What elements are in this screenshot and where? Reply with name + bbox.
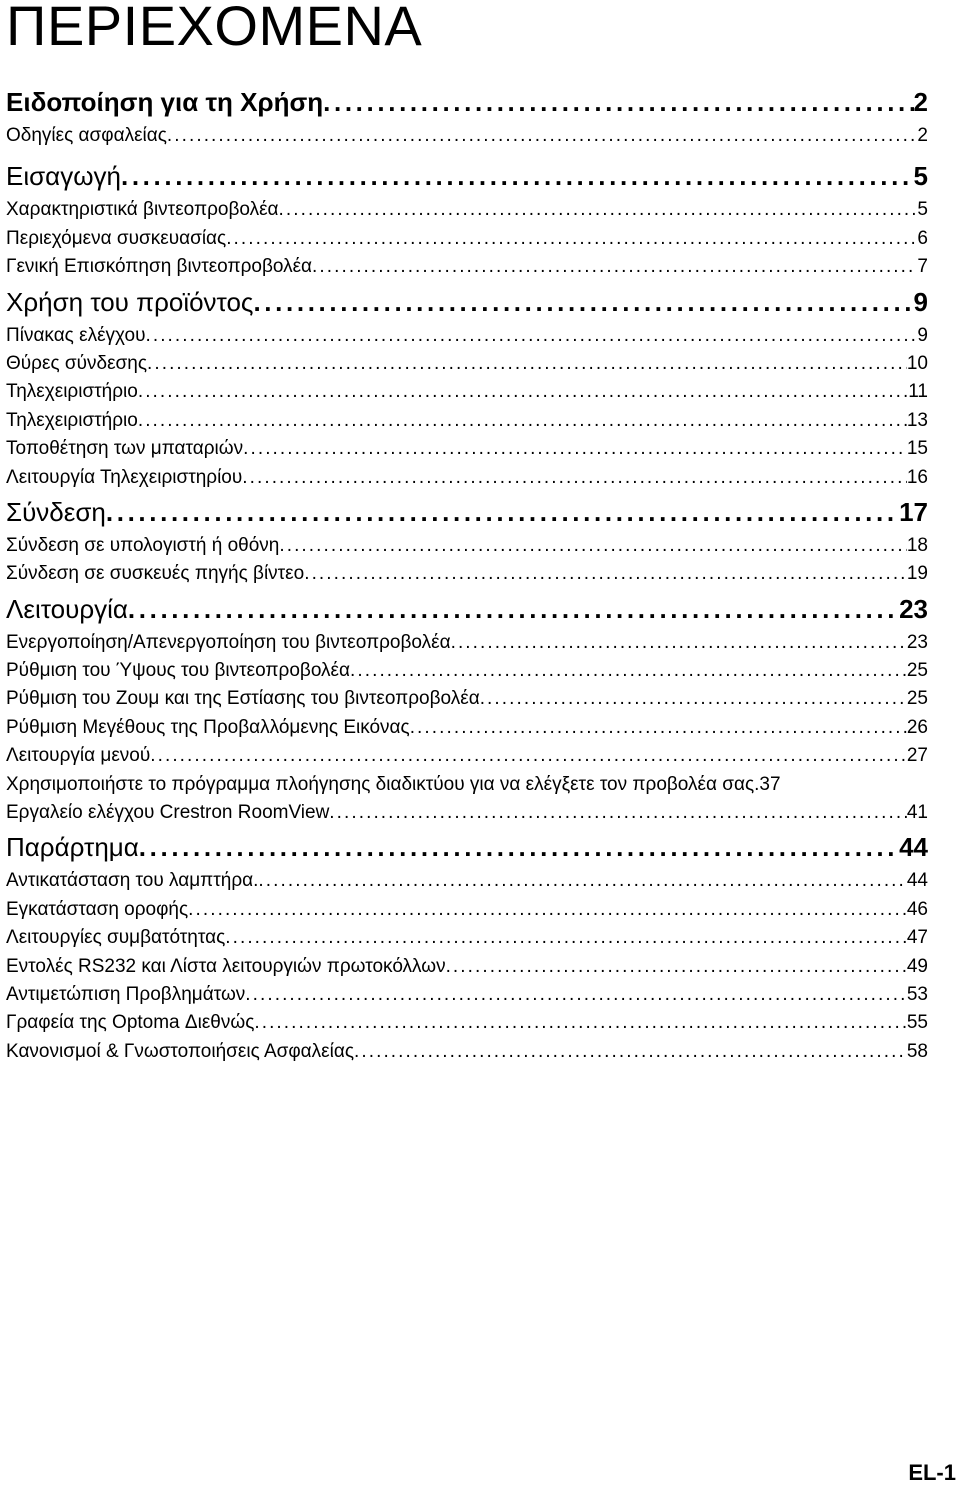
toc-entry-label: Εγκατάσταση οροφής: [6, 898, 189, 920]
toc-page-number: 53: [906, 983, 928, 1005]
toc-item[interactable]: [6, 560, 928, 588]
toc-section-introduction[interactable]: [6, 156, 928, 196]
toc-item[interactable]: [6, 435, 928, 463]
dot-leader: [121, 156, 914, 196]
toc-page-number: 26: [906, 716, 928, 738]
toc-entry-label: Περιεχόμενα συσκευασίας: [6, 227, 227, 249]
toc-item[interactable]: [6, 407, 928, 435]
dot-leader: [350, 657, 907, 685]
toc-page-number: 9: [913, 286, 928, 317]
toc-entry-label: Εργαλείο ελέγχου Crestron RoomView: [6, 802, 330, 824]
dot-leader: [225, 924, 907, 952]
toc-entry-label: Ενεργοποίηση/Απενεργοποίηση του βιντεοπροβολέα: [6, 631, 451, 653]
toc-entry-label: Τηλεχειριστήριο: [6, 409, 138, 431]
toc-section-appendix[interactable]: [6, 827, 928, 867]
toc-entry-label: Χαρακτηριστικά βιντεοπροβολέα: [6, 199, 279, 221]
toc-item[interactable]: [6, 629, 928, 657]
toc-item[interactable]: [6, 322, 928, 350]
dot-leader: [167, 122, 918, 150]
toc-entry-label: Γραφεία της Optoma Διεθνώς: [6, 1012, 255, 1034]
toc-entry-label: Λειτουργία μενού: [6, 745, 151, 767]
toc-entry-label: Ρύθμιση του Ύψους του βιντεοπροβολέα: [6, 660, 351, 682]
dot-leader: [258, 867, 906, 895]
toc-section-operation[interactable]: [6, 589, 928, 629]
toc-entry-label: Σύνδεση σε υπολογιστή ή οθόνη: [6, 534, 280, 556]
toc-entry-label: Χρησιμοποιήστε το πρόγραμμα πλοήγησης διαδικτύου για να ελέγξετε τον προβολέα σας.: [6, 773, 760, 795]
dot-leader: [451, 629, 907, 657]
toc-page-number: 41: [906, 802, 928, 824]
toc-item[interactable]: [6, 464, 928, 492]
toc-item[interactable]: [6, 742, 928, 770]
toc-entry-label: Ειδοποίηση για τη Χρήση: [6, 87, 324, 117]
dot-leader: [279, 532, 907, 560]
dot-leader: [312, 253, 917, 281]
dot-leader: [245, 981, 907, 1009]
toc-page-number: 15: [906, 438, 928, 460]
toc-page-number: 5: [913, 161, 928, 192]
dot-leader: [253, 282, 913, 322]
toc-page-number: 11: [908, 381, 928, 403]
toc-page-number: 44: [899, 832, 928, 863]
toc-section-connection[interactable]: [6, 492, 928, 532]
dot-leader: [243, 435, 907, 463]
toc-page-number: 5: [917, 199, 928, 221]
toc-entry-label: Λειτουργίες συμβατότητας: [6, 927, 226, 949]
toc-page-number: 10: [906, 352, 928, 374]
toc-item[interactable]: [6, 657, 928, 685]
dot-leader: [150, 742, 907, 770]
toc-item[interactable]: [6, 896, 928, 924]
toc-section-usage-notice[interactable]: [6, 82, 928, 122]
toc-page-number: 18: [906, 534, 928, 556]
toc-page-number: 58: [906, 1040, 928, 1062]
toc-page-number: 46: [906, 898, 928, 920]
dot-leader: [242, 464, 907, 492]
dot-leader: [480, 685, 907, 713]
toc-page-number: 55: [906, 1012, 928, 1034]
toc-page-number: 9: [917, 324, 928, 346]
toc-item[interactable]: [6, 1038, 928, 1066]
dot-leader: [188, 896, 907, 924]
dot-leader: [410, 714, 907, 742]
toc-page-number: 6: [917, 227, 928, 249]
dot-leader: [354, 1038, 907, 1066]
dot-leader: [145, 322, 917, 350]
toc-entry-label: Οδηγίες ασφαλείας: [6, 125, 167, 146]
table-of-contents: [6, 82, 928, 1066]
toc-item[interactable]: [6, 771, 928, 799]
page-number-footer: EL-1: [908, 1460, 956, 1485]
dot-leader: [304, 560, 907, 588]
page-title: ΠΕΡΙΕΧΟΜΕΝΑ: [6, 0, 423, 57]
toc-page-number: 23: [906, 631, 928, 653]
toc-page-number: 7: [917, 256, 928, 278]
toc-entry-label: Εισαγωγή: [6, 161, 121, 192]
toc-page-number: 13: [906, 409, 928, 431]
toc-entry-label: Σύνδεση: [6, 496, 106, 527]
dot-leader: [147, 350, 907, 378]
toc-item[interactable]: [6, 225, 928, 253]
dot-leader: [139, 827, 899, 867]
toc-page-number: 49: [906, 955, 928, 977]
toc-item[interactable]: [6, 714, 928, 742]
toc-entry-label: Πίνακας ελέγχου: [6, 324, 146, 346]
toc-entry-label: Χρήση του προϊόντος: [6, 286, 254, 317]
toc-item[interactable]: [6, 924, 928, 952]
toc-page-number: 2: [917, 125, 928, 146]
toc-item[interactable]: [6, 1009, 928, 1037]
dot-leader: [279, 196, 918, 224]
dot-leader: [329, 799, 907, 827]
toc-page-number: 25: [906, 688, 928, 710]
toc-item[interactable]: [6, 350, 928, 378]
toc-entry-label: Εντολές RS232 και Λίστα λειτουργιών πρωτοκόλλων: [6, 955, 446, 977]
dot-leader: [138, 378, 908, 406]
toc-entry-label: Κανονισμοί & Γνωστοποιήσεις Ασφαλείας: [6, 1040, 355, 1062]
dot-leader: [446, 953, 907, 981]
toc-item[interactable]: [6, 532, 928, 560]
toc-page-number: 17: [899, 496, 928, 527]
toc-entry-label: Τοποθέτηση των μπαταριών: [6, 438, 244, 460]
toc-entry-label: Παράρτημα: [6, 832, 139, 863]
dot-leader: [254, 1009, 907, 1037]
toc-entry-label: Αντικατάσταση του λαμπτήρα.: [6, 870, 259, 892]
toc-entry-label: Λειτουργία Τηλεχειριστηρίου: [6, 466, 243, 488]
toc-entry-label: Τηλεχειριστήριο: [6, 381, 138, 403]
toc-entry-label: Γενική Επισκόπηση βιντεοπροβολέα: [6, 256, 313, 278]
toc-item[interactable]: [6, 253, 928, 281]
toc-entry-label: Αντιμετώπιση Προβλημάτων: [6, 983, 246, 1005]
dot-leader: [138, 407, 907, 435]
toc-page-number: 16: [906, 466, 928, 488]
dot-leader: [128, 589, 899, 629]
toc-page-number: 37: [759, 773, 781, 795]
toc-page-number: 25: [906, 660, 928, 682]
dot-leader: [226, 225, 917, 253]
toc-item[interactable]: [6, 981, 928, 1009]
toc-section-product-usage[interactable]: [6, 282, 928, 322]
toc-page-number: 23: [899, 593, 928, 624]
toc-entry-label: Ρύθμιση του Ζουμ και της Εστίασης του βιντεοπροβολέα: [6, 688, 480, 710]
toc-item[interactable]: [6, 799, 928, 827]
toc-entry-label: Λειτουργία: [6, 593, 128, 624]
toc-item[interactable]: [6, 378, 928, 406]
toc-page-number: 2: [913, 87, 928, 117]
dot-leader: [106, 492, 899, 532]
toc-item[interactable]: [6, 867, 928, 895]
toc-page-number: 27: [906, 745, 928, 767]
toc-item[interactable]: [6, 685, 928, 713]
toc-page-number: 19: [906, 563, 928, 585]
dot-leader: [323, 82, 913, 122]
toc-item[interactable]: [6, 953, 928, 981]
toc-page-number: 44: [906, 870, 928, 892]
toc-entry-label: Ρύθμιση Μεγέθους της Προβαλλόμενης Εικόνας: [6, 716, 410, 738]
toc-entry-label: Θύρες σύνδεσης: [6, 352, 147, 374]
toc-item[interactable]: [6, 196, 928, 224]
toc-item[interactable]: [6, 122, 928, 150]
toc-entry-label: Σύνδεση σε συσκευές πηγής βίντεο: [6, 563, 305, 585]
toc-page-number: 47: [906, 927, 928, 949]
